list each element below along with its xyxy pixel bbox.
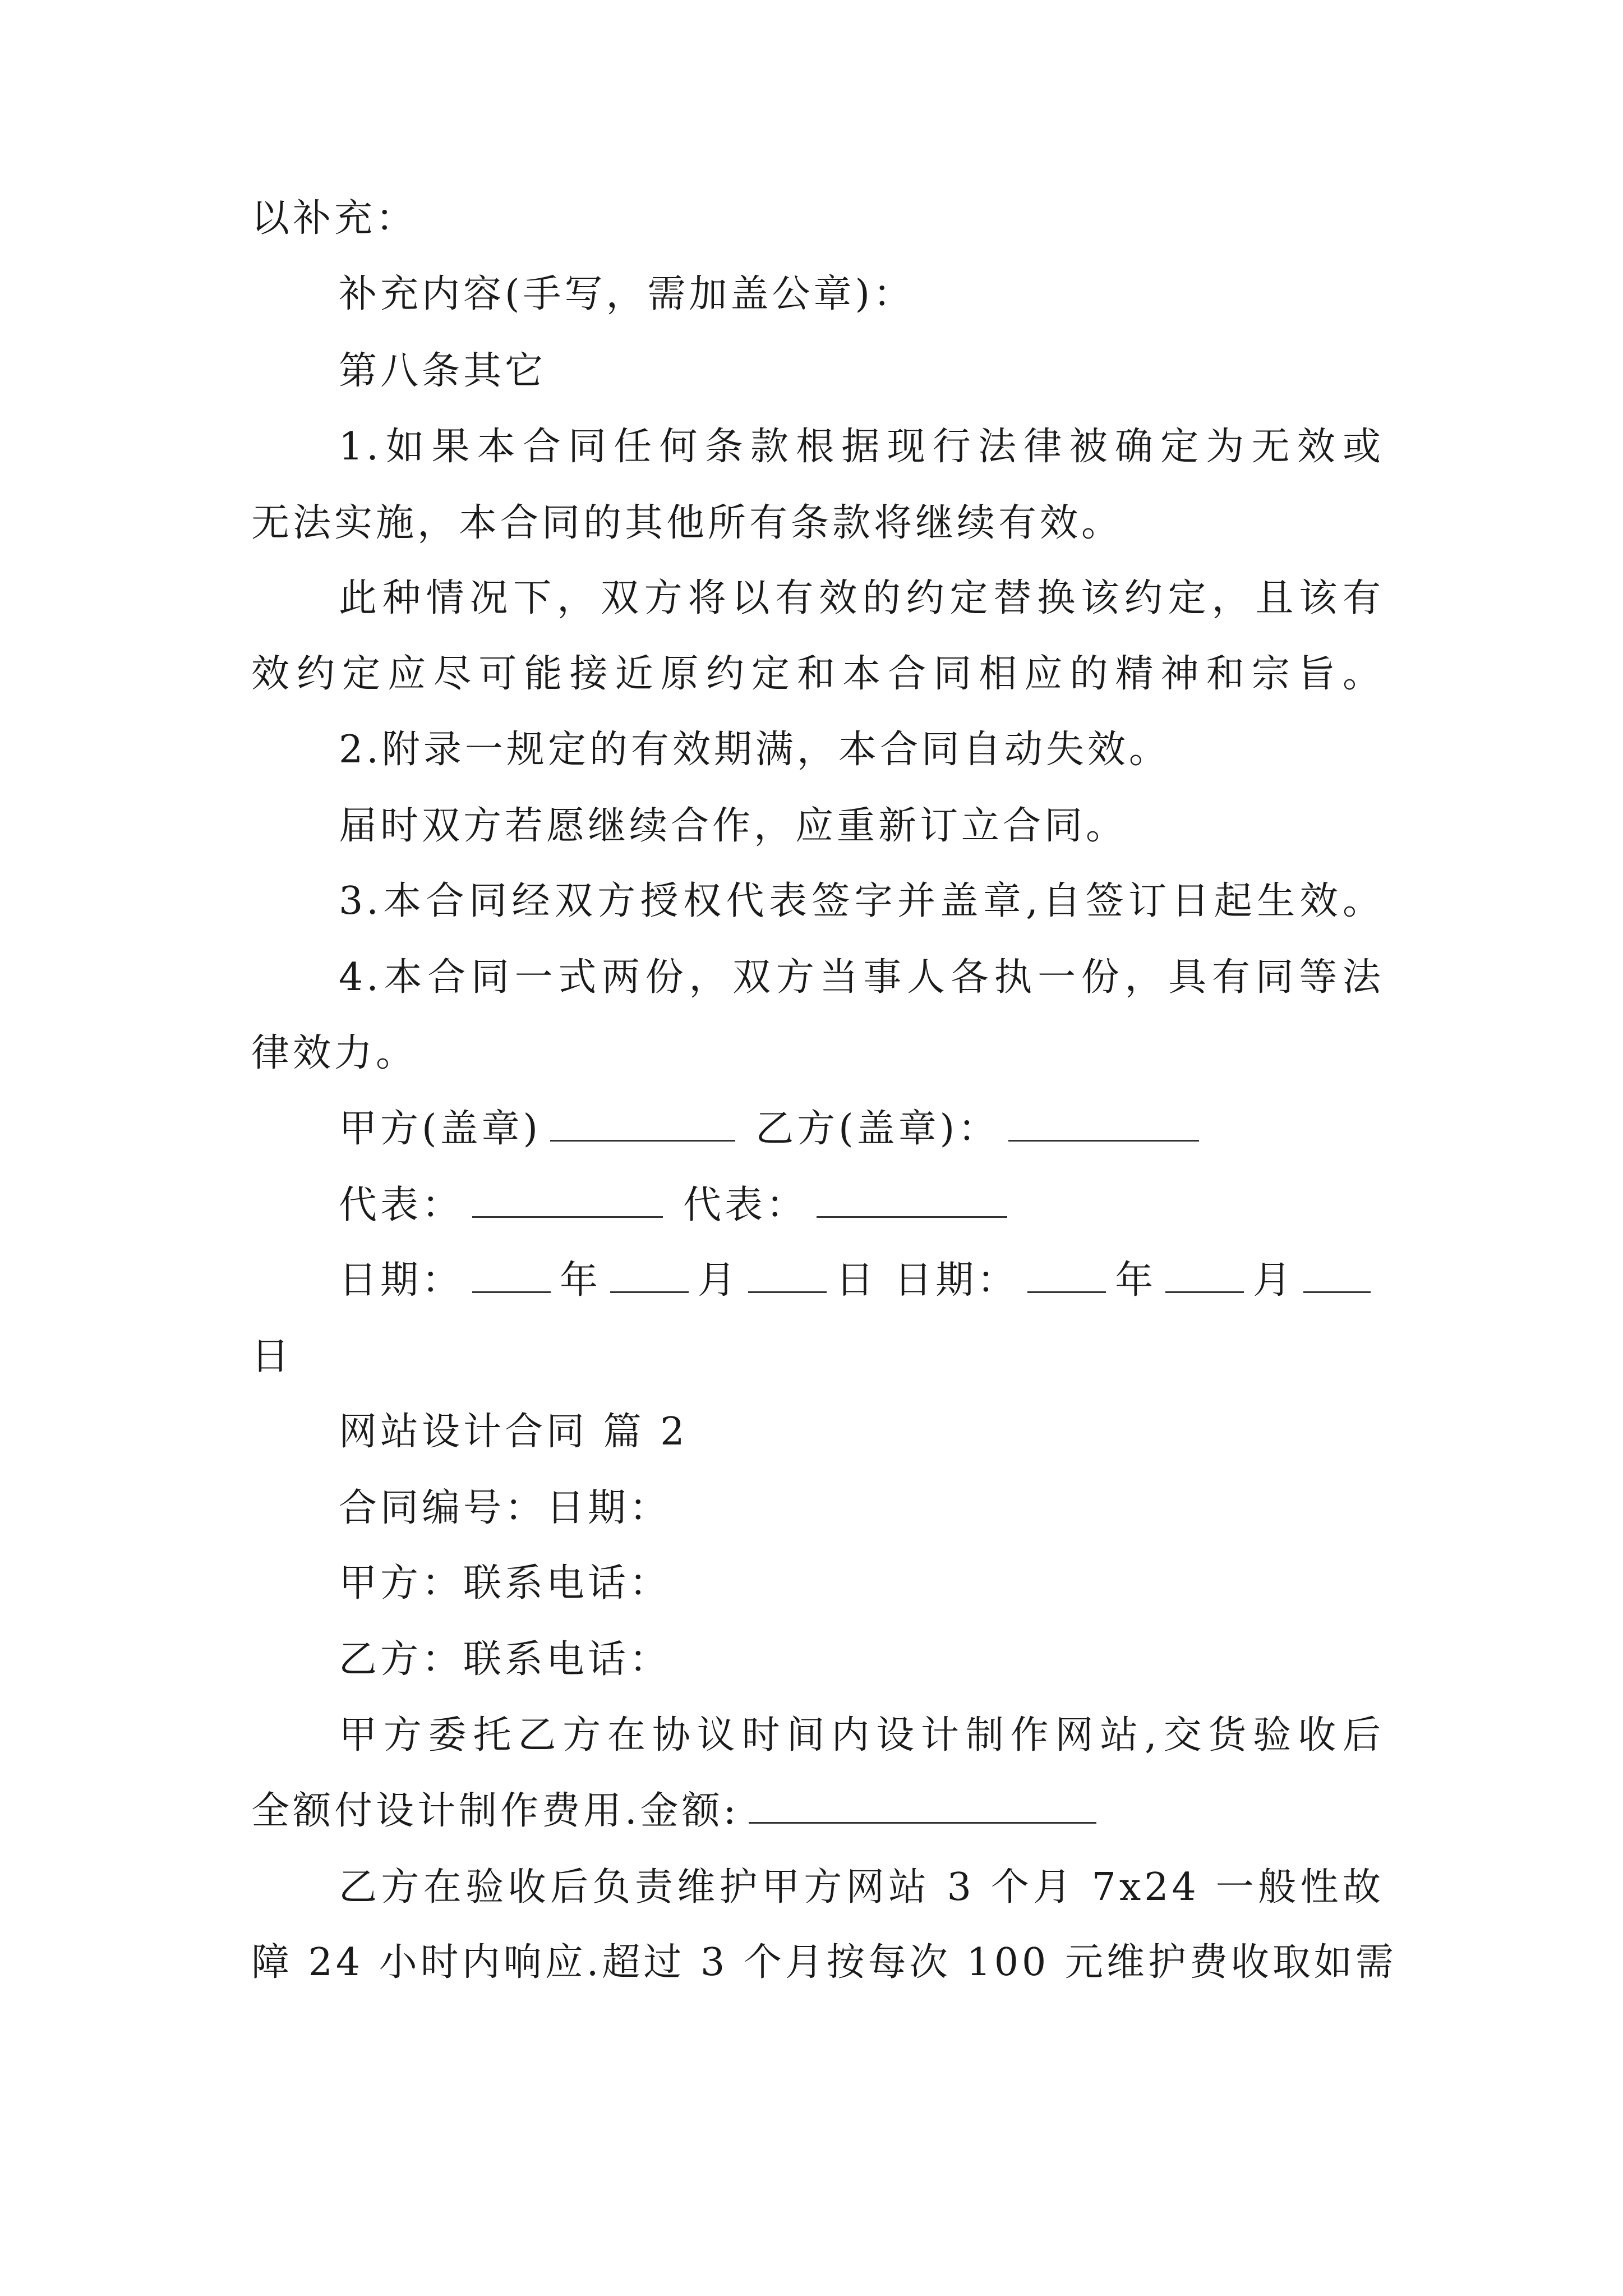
- text-line: 3.本合同经双方授权代表签字并盖章,自签订日起生效。: [339, 879, 1384, 923]
- party-a-seal-blank: [550, 1099, 735, 1142]
- day-blank: [1303, 1251, 1371, 1293]
- text-line: 甲方委托乙方在协议时间内设计制作网站,交货验收后: [339, 1713, 1384, 1757]
- text-line: 1.如果本合同任何条款根据现行法律被确定为无效或: [339, 425, 1384, 469]
- year-blank: [1027, 1251, 1106, 1293]
- representative-row: [339, 1175, 1384, 1236]
- year-label: 年: [560, 1258, 602, 1303]
- text-line: 合同编号：日期：: [339, 1486, 671, 1530]
- party-a-rep-blank: [472, 1176, 663, 1218]
- text-line: 此种情况下，双方将以有效的约定替换该约定，且该有: [339, 576, 1384, 620]
- day-blank: [748, 1251, 827, 1293]
- text-line: 补充内容(手写，需加盖公章)：: [339, 272, 915, 316]
- party-b-rep-label: 代表：: [683, 1183, 808, 1227]
- party-a-date-label: 日期：: [339, 1258, 464, 1303]
- text-line: 效约定应尽可能接近原约定和本合同相应的精神和宗旨。: [251, 652, 1384, 696]
- text-line: 乙方在验收后负责维护甲方网站 3 个月 7x24 一般性故: [339, 1865, 1384, 1910]
- text-line: 届时双方若愿继续合作，应重新订立合同。: [339, 804, 1128, 848]
- amount-blank: [749, 1782, 1096, 1824]
- text-line: 障 24 小时内响应.超过 3 个月按每次 100 元维护费收取如需: [251, 1940, 1397, 1985]
- party-b-seal-blank: [1008, 1099, 1199, 1142]
- text-line: 以补充：: [251, 196, 418, 241]
- party-b-seal-label: 乙方(盖章)：: [755, 1107, 1000, 1151]
- party-a-rep-label: 代表：: [339, 1183, 464, 1227]
- month-label: 月: [698, 1258, 740, 1303]
- text-line: 日: [251, 1335, 293, 1379]
- day-label: 日: [836, 1258, 878, 1303]
- month-label: 月: [1253, 1258, 1295, 1303]
- text-line: 4.本合同一式两份，双方当事人各执一份，具有同等法: [339, 955, 1384, 1000]
- text-line: 律效力。: [251, 1031, 418, 1075]
- document-title: 网站设计合同 篇 2: [339, 1410, 688, 1454]
- date-row: [339, 1250, 1384, 1312]
- year-label: 年: [1115, 1258, 1157, 1303]
- year-blank: [472, 1251, 551, 1293]
- amount-row: [251, 1780, 1384, 1842]
- section-heading: 第八条其它: [339, 349, 547, 393]
- text-line: 2.附录一规定的有效期满，本合同自动失效。: [339, 728, 1170, 772]
- text-line: 乙方：联系电话：: [339, 1637, 671, 1682]
- text-line: 无法实施，本合同的其他所有条款将继续有效。: [251, 501, 1123, 545]
- party-b-rep-blank: [817, 1176, 1007, 1218]
- month-blank: [610, 1251, 689, 1293]
- month-blank: [1165, 1251, 1244, 1293]
- party-a-seal-label: 甲方(盖章): [339, 1107, 542, 1151]
- amount-label: 全额付设计制作费用.金额:: [251, 1789, 740, 1833]
- text-line: 甲方：联系电话：: [339, 1561, 671, 1605]
- party-b-date-label: 日期：: [894, 1258, 1019, 1303]
- seal-row: [339, 1098, 1384, 1160]
